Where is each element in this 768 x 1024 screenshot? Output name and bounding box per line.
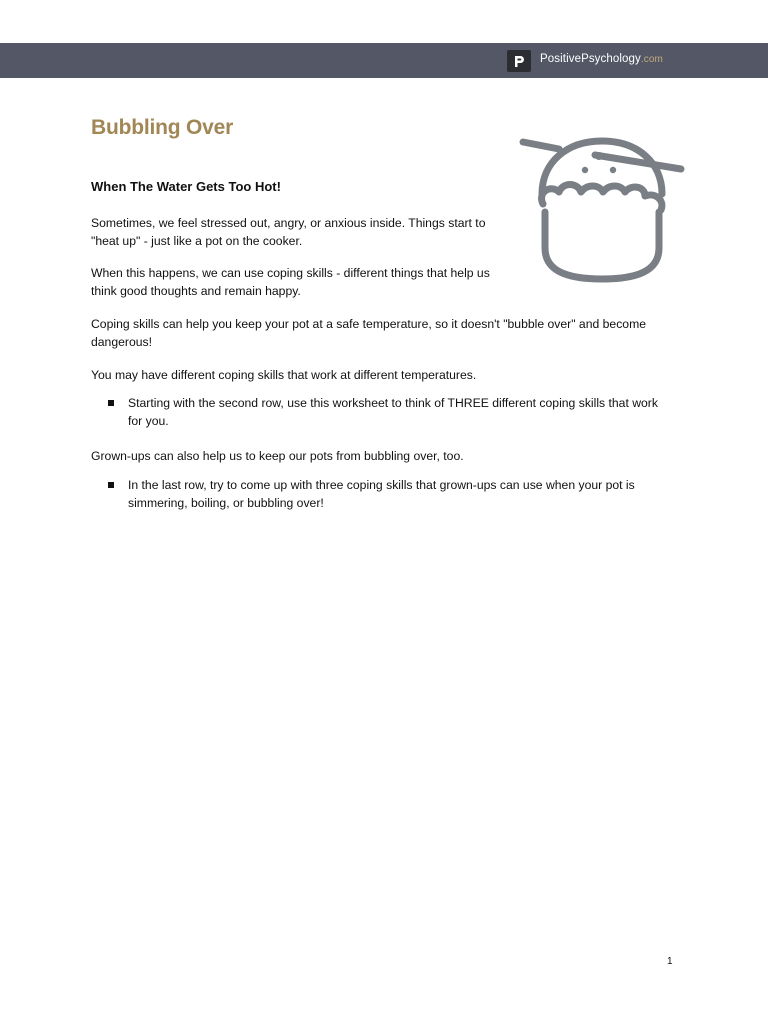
bullet-text: Starting with the second row, use this worksheet to think of THREE different coping skills that work for you. bbox=[128, 396, 658, 428]
page-title: Bubbling Over bbox=[91, 116, 234, 139]
bullet-text: In the last row, try to come up with three coping skills that grown-ups can use when your pot is simmering, boiling, or bubbling over! bbox=[128, 478, 635, 510]
paragraph-stress: Sometimes, we feel stressed out, angry, or anxious inside. Things start to "heat up" - just like a pot on the cooker. bbox=[91, 216, 486, 248]
brand-name[interactable] bbox=[540, 53, 663, 65]
bubbling-pot-icon bbox=[515, 132, 687, 284]
paragraph-grown-ups: Grown-ups can also help us to keep our pots from bubbling over, too. bbox=[91, 449, 464, 463]
section-subtitle: When The Water Gets Too Hot! bbox=[91, 179, 281, 194]
bullet-square-icon bbox=[108, 400, 114, 406]
brand-name-suffix: .com bbox=[640, 54, 663, 65]
p-logo-mark bbox=[511, 53, 527, 69]
paragraph-safe-temperature: Coping skills can help you keep your pot at a safe temperature, so it doesn't "bubble over" and become dangerous! bbox=[91, 317, 647, 349]
paragraph-different-temperatures: You may have different coping skills that work at different temperatures. bbox=[91, 368, 477, 382]
page-number: 1 bbox=[667, 956, 673, 967]
brand-name-main: PositivePsychology bbox=[540, 53, 641, 65]
positivepsychology-logo-icon[interactable] bbox=[507, 50, 531, 72]
bullet-square-icon bbox=[108, 482, 114, 488]
paragraph-coping-skills: When this happens, we can use coping skills - different things that help us think good thoughts and remain happy. bbox=[91, 266, 490, 298]
